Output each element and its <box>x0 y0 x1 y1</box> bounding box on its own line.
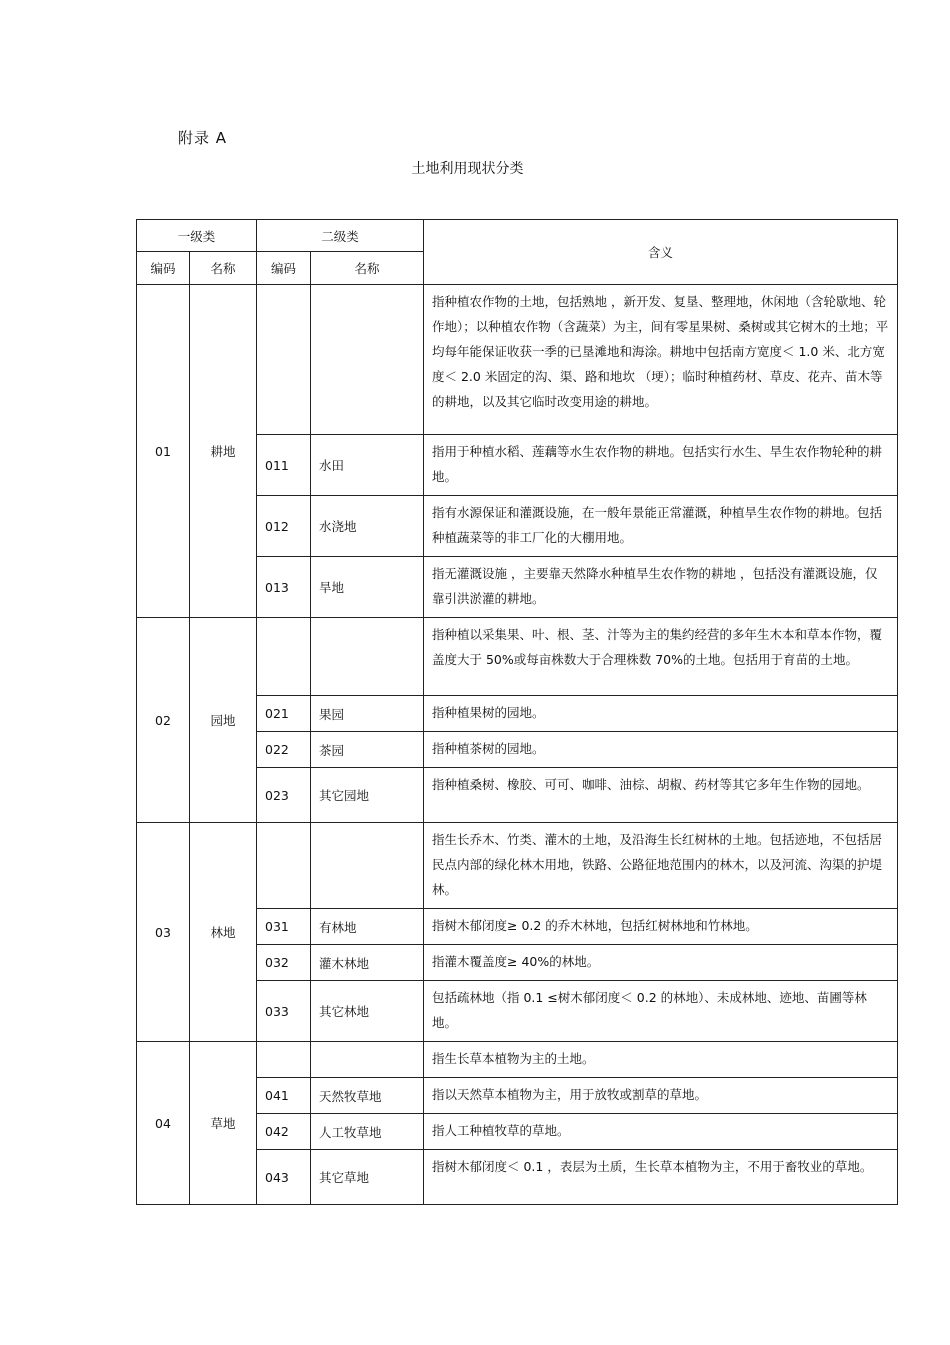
meaning-cell: 指树木郁闭度＜ 0.1 ，表层为土质，生长草本植物为主，不用于畜牧业的草地。 <box>424 1150 898 1205</box>
header-level2: 二级类 <box>257 220 424 252</box>
group-name: 林地 <box>190 823 257 1042</box>
header-code: 编码 <box>257 252 311 285</box>
sub-name: 水浇地 <box>311 496 424 557</box>
sub-code: 012 <box>257 496 311 557</box>
meaning-cell: 指种植农作物的土地，包括熟地 ，新开发、复垦、整理地，休闲地（含轮歇地、轮作地）；以种植农作物（含蔬菜）为主，间有零星果树、桑树或其它树木的土地；平均每年能保证收获一季的已垦滩地和海涂。耕地中包括南方宽度＜ 1.0 米、北方宽度＜ 2.0 米固定的沟、渠、路和地坎 （埂）；临时种植药材、草皮、花卉、苗木等的耕地，以及其它临时改变用途的耕地。 <box>424 285 898 435</box>
sub-name: 其它园地 <box>311 768 424 823</box>
meaning-cell: 指种植桑树、橡胶、可可、咖啡、油棕、胡椒、药材等其它多年生作物的园地。 <box>424 768 898 823</box>
meaning-cell: 包括疏林地（指 0.1 ≤树木郁闭度＜ 0.2 的林地）、未成林地、迹地、苗圃等林地。 <box>424 981 898 1042</box>
group-name: 耕地 <box>190 285 257 618</box>
sub-name: 灌木林地 <box>311 945 424 981</box>
sub-code: 042 <box>257 1114 311 1150</box>
meaning-cell: 指树木郁闭度≥ 0.2 的乔木林地，包括红树林地和竹林地。 <box>424 909 898 945</box>
sub-code: 043 <box>257 1150 311 1205</box>
header-level1: 一级类 <box>137 220 257 252</box>
table-row <box>137 823 898 909</box>
sub-name: 果园 <box>311 696 424 732</box>
group-code: 04 <box>137 1042 190 1205</box>
sub-code: 022 <box>257 732 311 768</box>
header-code: 编码 <box>137 252 190 285</box>
meaning-cell: 指生长草本植物为主的土地。 <box>424 1042 898 1078</box>
sub-name: 其它草地 <box>311 1150 424 1205</box>
table-row <box>137 618 898 696</box>
sub-code: 023 <box>257 768 311 823</box>
group-code: 03 <box>137 823 190 1042</box>
empty-cell <box>311 1042 424 1078</box>
sub-name: 茶园 <box>311 732 424 768</box>
sub-name: 其它林地 <box>311 981 424 1042</box>
meaning-cell: 指以天然草本植物为主，用于放牧或割草的草地。 <box>424 1078 898 1114</box>
table-body <box>137 285 898 1205</box>
land-use-table <box>136 219 898 1205</box>
meaning-cell: 指生长乔木、竹类、灌木的土地，及沿海生长红树林的土地。包括迹地，不包括居民点内部的绿化林木用地，铁路、公路征地范围内的林木，以及河流、沟渠的护堤林。 <box>424 823 898 909</box>
empty-cell <box>311 285 424 435</box>
group-name: 草地 <box>190 1042 257 1205</box>
sub-code: 031 <box>257 909 311 945</box>
empty-cell <box>311 618 424 696</box>
group-name: 园地 <box>190 618 257 823</box>
meaning-cell: 指种植茶树的园地。 <box>424 732 898 768</box>
empty-cell <box>257 285 311 435</box>
meaning-cell: 指人工种植牧草的草地。 <box>424 1114 898 1150</box>
empty-cell <box>257 1042 311 1078</box>
table-row <box>137 1042 898 1078</box>
appendix-label: 附录 A <box>178 129 228 147</box>
meaning-cell: 指无灌溉设施 ，主要靠天然降水种植旱生农作物的耕地 ，包括没有灌溉设施，仅靠引洪淤灌的耕地。 <box>424 557 898 618</box>
sub-name: 天然牧草地 <box>311 1078 424 1114</box>
table-row <box>137 285 898 435</box>
header-row-1 <box>137 220 898 252</box>
sub-code: 032 <box>257 945 311 981</box>
empty-cell <box>257 823 311 909</box>
sub-name: 人工牧草地 <box>311 1114 424 1150</box>
sub-name: 有林地 <box>311 909 424 945</box>
sub-code: 013 <box>257 557 311 618</box>
header-name: 名称 <box>190 252 257 285</box>
meaning-cell: 指有水源保证和灌溉设施，在一般年景能正常灌溉，种植旱生农作物的耕地。包括种植蔬菜等的非工厂化的大棚用地。 <box>424 496 898 557</box>
sub-code: 033 <box>257 981 311 1042</box>
empty-cell <box>311 823 424 909</box>
header-name: 名称 <box>311 252 424 285</box>
meaning-cell: 指灌木覆盖度≥ 40%的林地。 <box>424 945 898 981</box>
group-code: 02 <box>137 618 190 823</box>
group-code: 01 <box>137 285 190 618</box>
sub-name: 旱地 <box>311 557 424 618</box>
empty-cell <box>257 618 311 696</box>
meaning-cell: 指用于种植水稻、莲藕等水生农作物的耕地。包括实行水生、旱生农作物轮种的耕地。 <box>424 435 898 496</box>
meaning-cell: 指种植以采集果、叶、根、茎、汁等为主的集约经营的多年生木本和草本作物，覆盖度大于 50%或每亩株数大于合理株数 70%的土地。包括用于育苗的土地。 <box>424 618 898 696</box>
meaning-cell: 指种植果树的园地。 <box>424 696 898 732</box>
header-meaning: 含义 <box>424 220 898 285</box>
sub-code: 041 <box>257 1078 311 1114</box>
sub-code: 021 <box>257 696 311 732</box>
sub-name: 水田 <box>311 435 424 496</box>
table-title: 土地利用现状分类 <box>411 161 524 177</box>
sub-code: 011 <box>257 435 311 496</box>
